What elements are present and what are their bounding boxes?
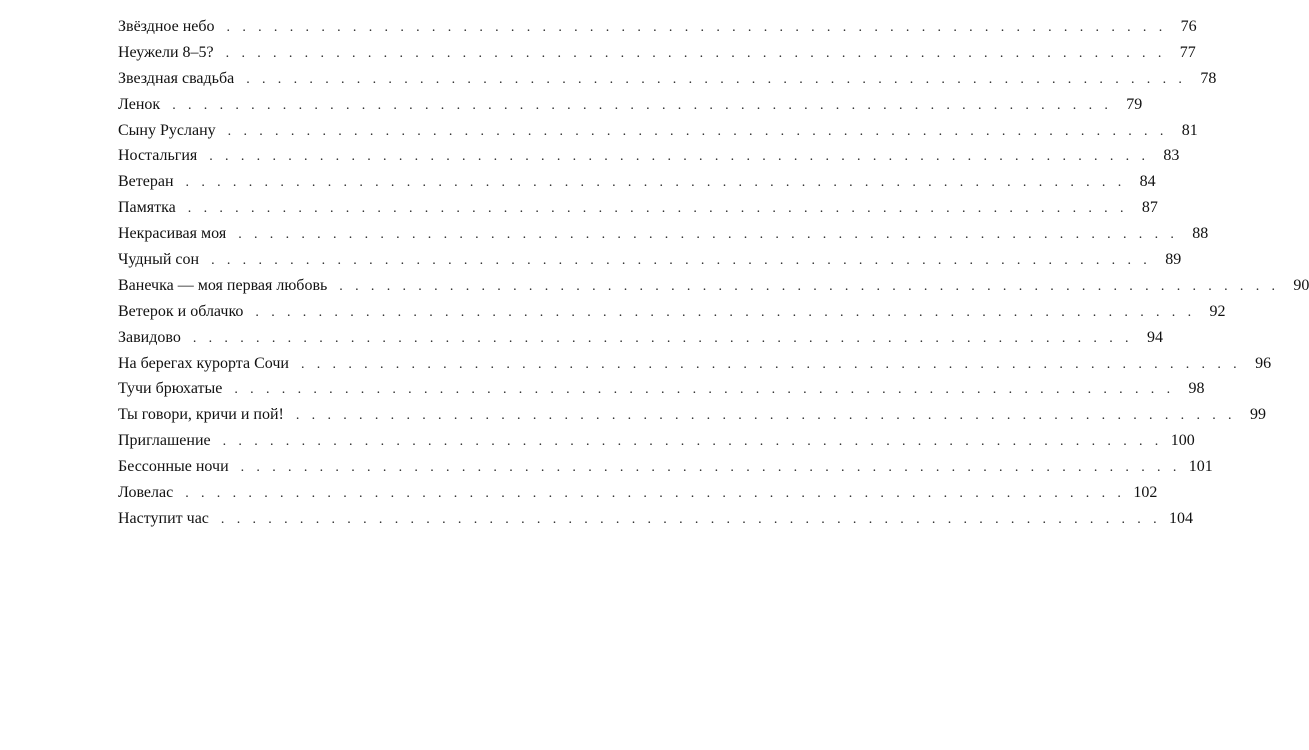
toc-entry-title: Тучи брюхатые	[118, 380, 223, 398]
toc-entry-title: Ленок	[118, 95, 161, 113]
toc-entry-title: Наступит час	[118, 509, 209, 527]
toc-entry	[118, 428, 1195, 454]
toc-dot-leader: . . . . . . . . . . . . . . . . . . . . . . . . . . . . . . . . . . . . . . . . . . . . . . . . . . . . . . . . . . . .	[192, 330, 1133, 346]
toc-entry-page-number: 83	[1163, 147, 1180, 165]
toc-dot-leader: . . . . . . . . . . . . . . . . . . . . . . . . . . . . . . . . . . . . . . . . . . . . . . . . . . . . . . . . . . . .	[295, 408, 1236, 424]
toc-entry	[118, 169, 1156, 195]
toc-entry-page-number: 78	[1200, 69, 1217, 87]
toc-dot-leader: . . . . . . . . . . . . . . . . . . . . . . . . . . . . . . . . . . . . . . . . . . . . . . . . . . . . . . . . . . . .	[227, 123, 1168, 139]
toc-dot-leader: . . . . . . . . . . . . . . . . . . . . . . . . . . . . . . . . . . . . . . . . . . . . . . . . . . . . . . . . . . . .	[238, 227, 1179, 243]
toc-entry-page-number: 101	[1188, 458, 1213, 476]
toc-entry-title: Звездная свадьба	[118, 69, 235, 87]
toc-entry	[118, 273, 1309, 299]
toc-entry	[118, 40, 1196, 66]
toc-entry-page-number: 88	[1192, 225, 1209, 243]
toc-dot-leader: . . . . . . . . . . . . . . . . . . . . . . . . . . . . . . . . . . . . . . . . . . . . . . . . . . . . . . . . . . . .	[339, 278, 1280, 294]
toc-dot-leader: . . . . . . . . . . . . . . . . . . . . . . . . . . . . . . . . . . . . . . . . . . . . . . . . . . . . . . . . . . . .	[172, 97, 1113, 113]
toc-dot-leader: . . . . . . . . . . . . . . . . . . . . . . . . . . . . . . . . . . . . . . . . . . . . . . . . . . . . . . . . . . . .	[300, 356, 1242, 372]
toc-entry-page-number: 76	[1180, 18, 1197, 35]
toc-entry-title: Ветерок и облачко	[118, 302, 244, 320]
toc-entry-page-number: 79	[1126, 95, 1143, 113]
toc-dot-leader: . . . . . . . . . . . . . . . . . . . . . . . . . . . . . . . . . . . . . . . . . . . . . . . . . . . . . . . . . . . .	[225, 45, 1166, 61]
toc-entry-page-number: 96	[1255, 354, 1272, 372]
toc-entry-page-number: 90	[1293, 276, 1309, 294]
toc-dot-leader: . . . . . . . . . . . . . . . . . . . . . . . . . . . . . . . . . . . . . . . . . . . . . . . . . . . . . . . . . . . .	[222, 434, 1163, 450]
toc-entry	[118, 118, 1198, 144]
toc-entry	[118, 66, 1217, 92]
toc-dot-leader: . . . . . . . . . . . . . . . . . . . . . . . . . . . . . . . . . . . . . . . . . . . . . . . . . . . . . . . . . . . .	[185, 486, 1126, 502]
toc-dot-leader: . . . . . . . . . . . . . . . . . . . . . . . . . . . . . . . . . . . . . . . . . . . . . . . . . . . . . . . . . . . .	[185, 175, 1126, 191]
toc-entry	[118, 221, 1209, 247]
toc-entry-title: Бессонные ночи	[118, 458, 229, 476]
toc-entry	[118, 143, 1180, 169]
toc-entry	[118, 92, 1143, 118]
toc-entry-title: Памятка	[118, 199, 176, 217]
toc-entry-title: Ностальгия	[118, 147, 198, 165]
toc-dot-leader: . . . . . . . . . . . . . . . . . . . . . . . . . . . . . . . . . . . . . . . . . . . . . . . . . . . . . . . . . . . .	[226, 20, 1167, 35]
toc-entry-page-number: 104	[1169, 509, 1194, 527]
toc-entry-page-number: 100	[1170, 432, 1195, 450]
toc-entry-title: Чудный сон	[118, 251, 200, 269]
toc-entry-page-number: 98	[1188, 380, 1205, 398]
toc-dot-leader: . . . . . . . . . . . . . . . . . . . . . . . . . . . . . . . . . . . . . . . . . . . . . . . . . . . . . . . . . . . .	[211, 253, 1152, 269]
toc-entry-title: Приглашение	[118, 432, 211, 450]
table-of-contents	[118, 14, 1309, 532]
toc-entry-title: Сыну Руслану	[118, 121, 216, 139]
toc-dot-leader: . . . . . . . . . . . . . . . . . . . . . . . . . . . . . . . . . . . . . . . . . . . . . . . . . . . . . . . . . . . .	[187, 201, 1128, 217]
toc-entry-page-number: 81	[1181, 121, 1198, 139]
toc-dot-leader: . . . . . . . . . . . . . . . . . . . . . . . . . . . . . . . . . . . . . . . . . . . . . . . . . . . . . . . . . . . .	[209, 149, 1150, 165]
toc-entry-page-number: 84	[1139, 173, 1156, 191]
toc-entry	[118, 195, 1158, 221]
toc-entry-title: Ты говори, кричи и пой!	[118, 406, 284, 424]
toc-dot-leader: . . . . . . . . . . . . . . . . . . . . . . . . . . . . . . . . . . . . . . . . . . . . . . . . . . . . . . . . . . . .	[240, 460, 1181, 476]
toc-entry-title: Некрасивая моя	[118, 225, 227, 243]
toc-entry	[118, 454, 1213, 480]
toc-entry	[118, 299, 1226, 325]
toc-entry	[118, 325, 1163, 351]
toc-dot-leader: . . . . . . . . . . . . . . . . . . . . . . . . . . . . . . . . . . . . . . . . . . . . . . . . . . . . . . . . . . . .	[246, 71, 1187, 87]
toc-entry	[118, 506, 1194, 532]
toc-entry-title: Звёздное небо	[118, 18, 215, 35]
toc-entry-page-number: 94	[1146, 328, 1163, 346]
toc-dot-leader: . . . . . . . . . . . . . . . . . . . . . . . . . . . . . . . . . . . . . . . . . . . . . . . . . . . . . . . . . . . .	[234, 382, 1175, 398]
toc-entry	[118, 480, 1158, 506]
toc-dot-leader: . . . . . . . . . . . . . . . . . . . . . . . . . . . . . . . . . . . . . . . . . . . . . . . . . . . . . . . . . . . .	[220, 511, 1162, 527]
toc-entry-page-number: 102	[1133, 484, 1158, 502]
toc-entry-title: Неужели 8–5?	[118, 43, 214, 61]
toc-entry	[118, 247, 1182, 273]
toc-entry-page-number: 92	[1209, 302, 1226, 320]
toc-entry	[118, 402, 1266, 428]
toc-entry-title: Завидово	[118, 328, 181, 346]
toc-entry-page-number: 87	[1141, 199, 1158, 217]
toc-entry	[118, 14, 1197, 40]
toc-entry-title: Ловелас	[118, 484, 174, 502]
toc-entry	[118, 351, 1272, 377]
toc-entry-title: На берегах курорта Сочи	[118, 354, 289, 372]
toc-entry-page-number: 77	[1179, 43, 1196, 61]
toc-entry	[118, 376, 1205, 402]
toc-entry-title: Ванечка — моя первая любовь	[118, 276, 328, 294]
toc-entry-page-number: 89	[1165, 251, 1182, 269]
toc-entry-title: Ветеран	[118, 173, 174, 191]
toc-dot-leader: . . . . . . . . . . . . . . . . . . . . . . . . . . . . . . . . . . . . . . . . . . . . . . . . . . . . . . . . . . . .	[255, 304, 1196, 320]
toc-entry-page-number: 99	[1249, 406, 1266, 424]
